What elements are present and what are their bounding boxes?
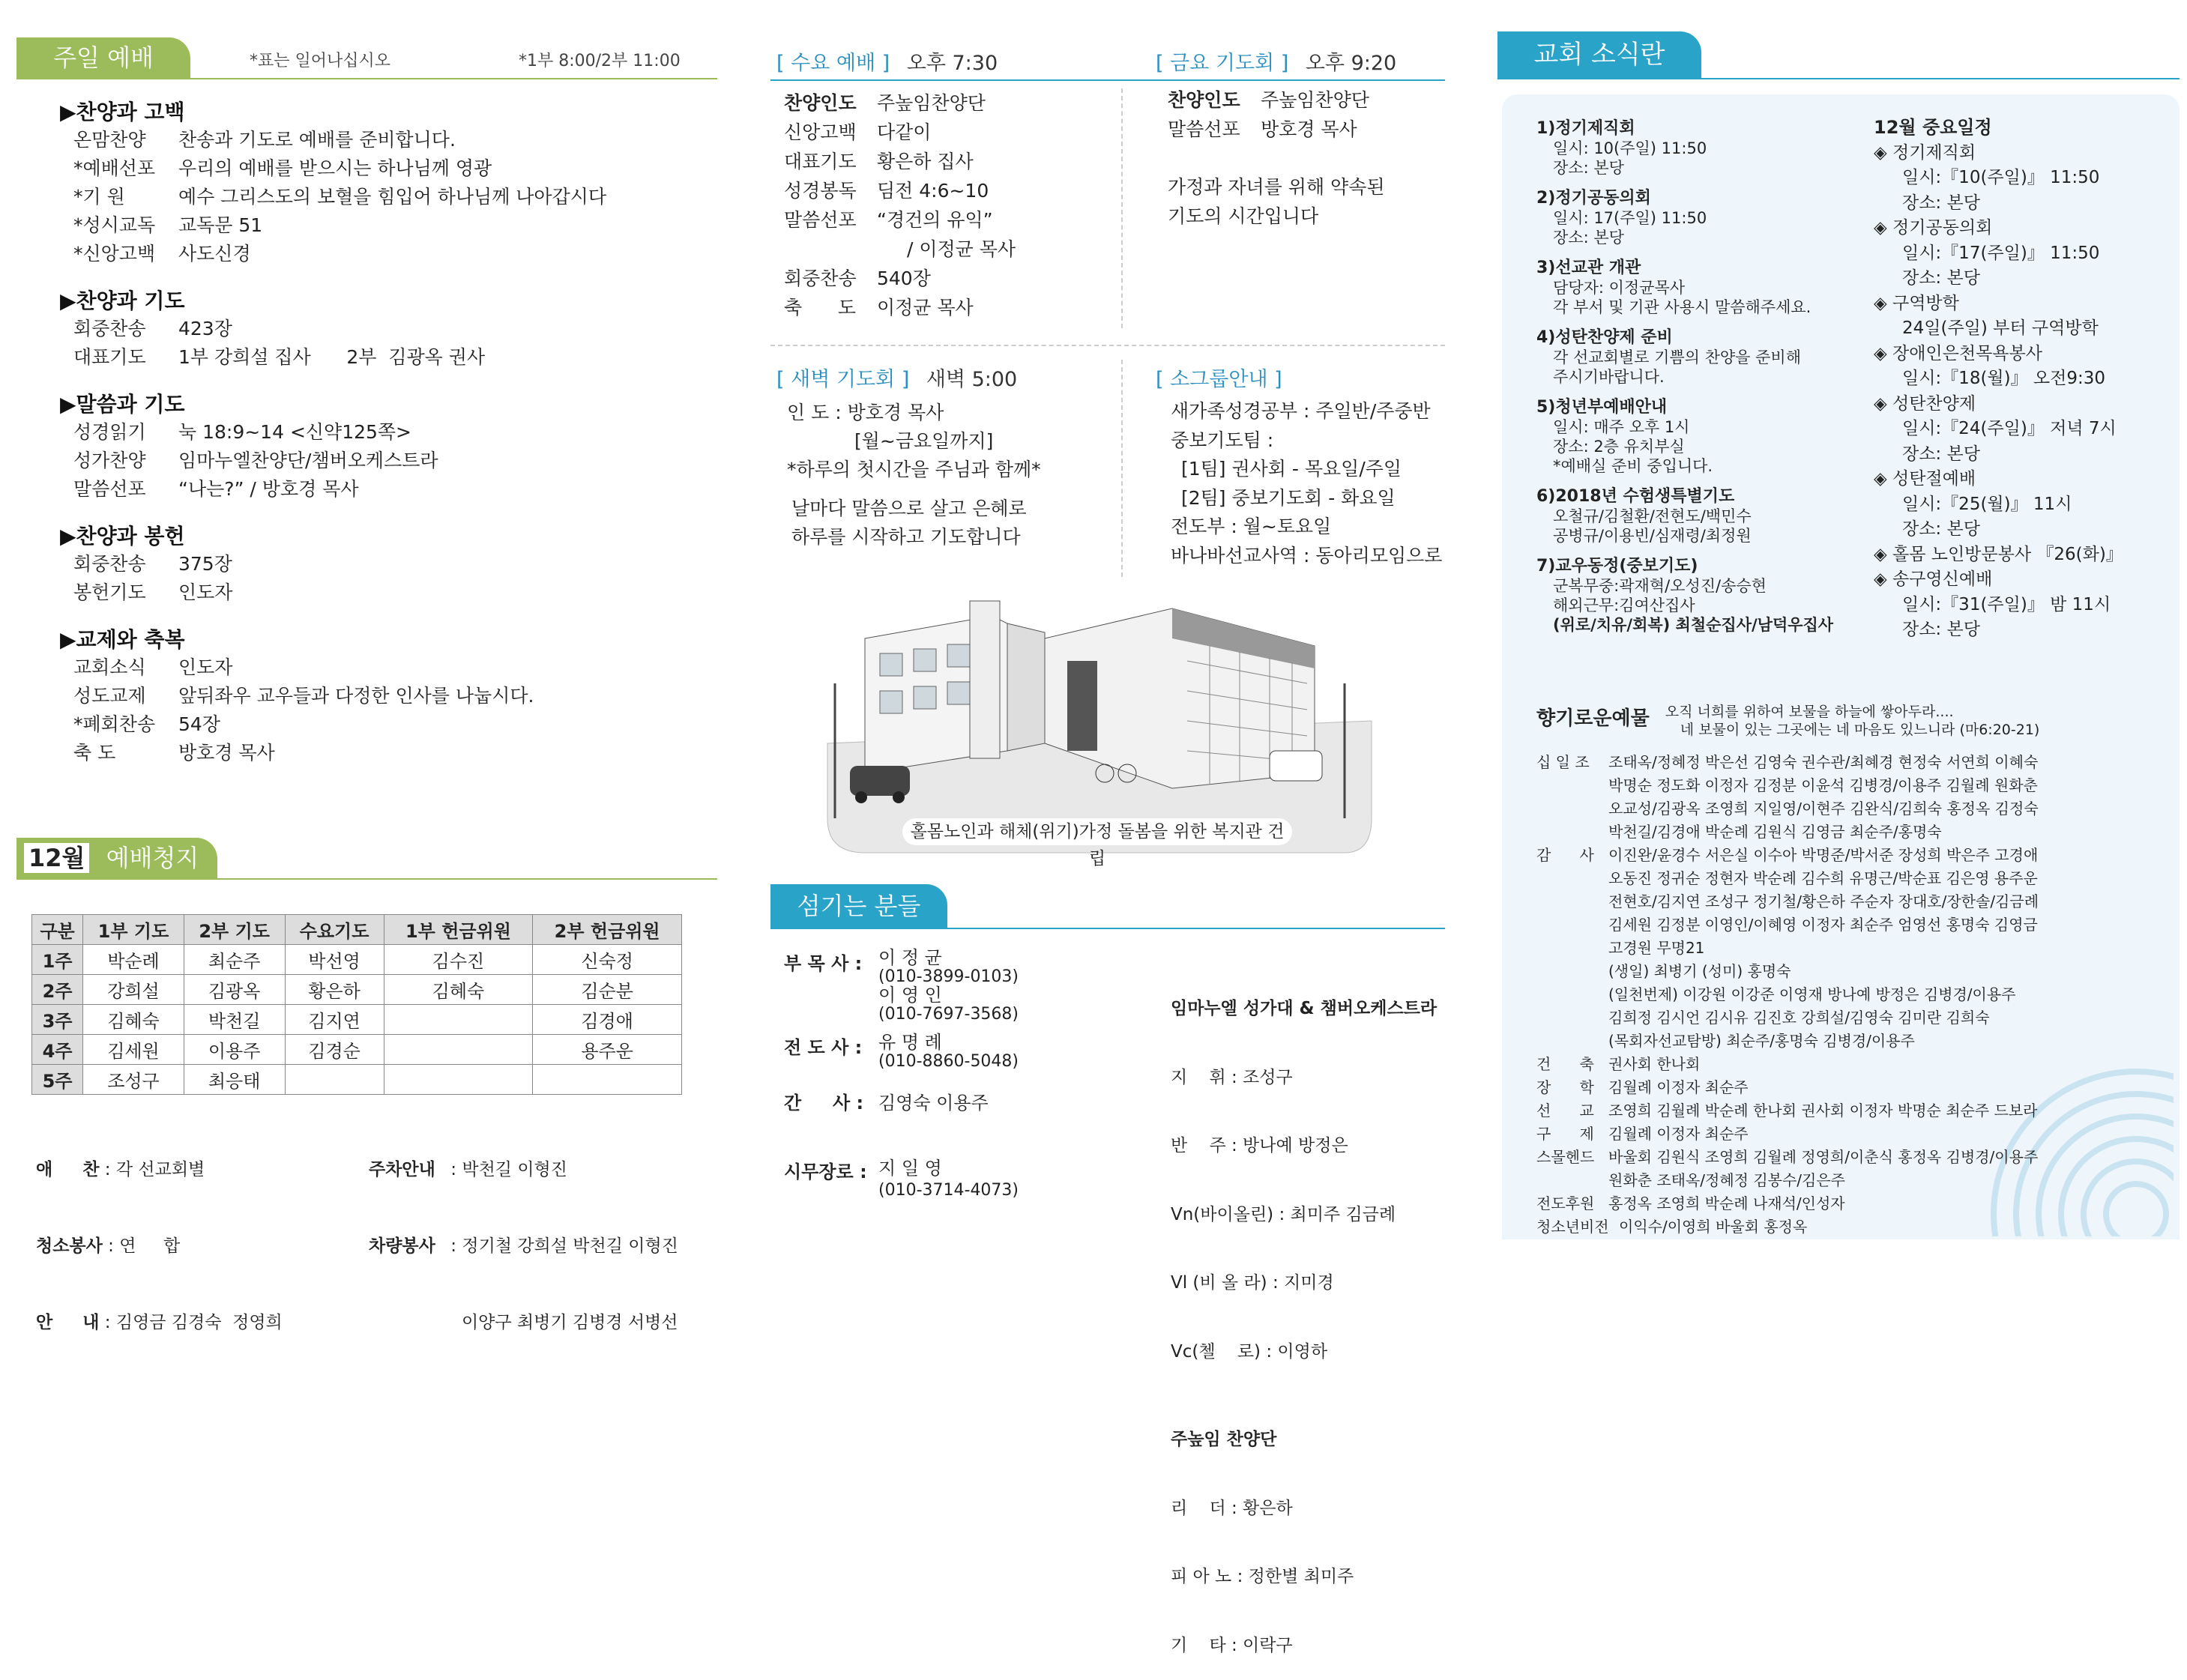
table-cell [533,1065,682,1095]
schedule-title: 12월 중요일정 [1874,117,1992,138]
schedule-detail: 장소: 본당 [1902,268,1980,288]
schedule-item: ◈ 정기제직회 [1874,142,1976,163]
duty-value: 연 합 [119,1236,181,1256]
offerings-list [1536,751,2039,1239]
offering-line: 오교성/김광옥 조영희 지일영/이현주 김완식/김희숙 홍정옥 김정숙 [1608,800,2039,818]
row-key: 신앙고백 [784,121,857,143]
table-header-row [32,915,682,945]
stewards-label: 예배청지기 [16,844,199,913]
choir-title: 임마누엘 성가대 & 챔버오케스트라 [1171,999,1438,1018]
section-title: ▶찬양과 고백 [60,100,185,124]
row-key: 성경봉독 [784,180,857,202]
row-key: 회중찬송 [784,268,857,289]
table-cell: 이용주 [184,1035,285,1065]
news-line: 일시: 10(주일) 11:50 [1553,139,1707,157]
duty-value: 각 선교회별 [115,1160,205,1179]
row-value: 1부 강희설 집사 2부 김광옥 권사 [178,346,486,368]
table-row [32,1005,682,1035]
schedule-detail: 장소: 본당 [1902,620,1980,639]
offering-line: 바울회 김원식 조영희 김월례 정영희/이춘식 홍정옥 김병경/이용주 [1608,1148,2039,1166]
schedule-detail: 일시:『17(주일)』 11:50 [1902,243,2100,263]
schedule-detail: 장소: 본당 [1902,444,1980,464]
staff-phone: (010-3714-4073) [878,1181,1019,1200]
offering-line: 김월례 이정자 최순주 [1608,1078,1749,1096]
group-title: [ 소그룹안내 ] [1156,368,1282,391]
table-cell: 김경순 [285,1035,384,1065]
offering-kind: 선 교 [1536,1102,1594,1120]
news-title: 1)정기제직회 [1536,119,1635,138]
standing-note: *표는 일어나십시오 [250,52,391,70]
row-value: 딤전 4:6~10 [877,180,989,202]
news-line: 장소: 2층 유치부실 [1553,438,1685,456]
row-value: 주높임찬양단 [1261,89,1369,111]
news-rule [1497,78,2180,79]
schedule-detail: 24일(주일) 부터 구역방학 [1902,318,2099,338]
fri-note-1: 가정과 자녀를 위해 약속된 [1168,176,1385,198]
duty-value: 박천길 이형진 [462,1160,567,1179]
news-line: 오철규/김철환/전현도/백민수 [1553,507,1752,525]
duty-key: 주차안내 [369,1160,435,1179]
wed-order [784,88,1016,322]
table-cell: 김혜숙 [384,975,533,1005]
staff-entry [784,1157,1019,1202]
offering-group [1536,1053,2039,1076]
schedule-item: ◈ 송구영신예배 [1874,569,1993,589]
row-value: 찬송과 기도로 예배를 준비합니다. [178,129,456,151]
row-value: 주높임찬양단 [877,92,986,114]
offering-group [1536,1099,2039,1122]
staff-entry [784,1088,1019,1157]
row-key: 성경읽기 [73,421,146,443]
staff-role: 전 도 사 : [784,1037,863,1058]
duty-key: 청소봉사 [36,1236,103,1256]
schedule-item: ◈ 구역방학 [1874,293,1959,313]
row-key: *예배선포 [73,157,156,179]
row-value: 예수 그리스도의 보혈을 힘입어 하나님께 나아갑시다 [178,186,607,208]
row-key: 대표기도 [73,346,146,368]
choir-list [1171,952,1437,1680]
row-key: 찬양인도 [784,92,857,114]
offering-kind: 건 축 [1536,1055,1594,1073]
dawn-title: [ 새벽 기도회 ] [776,368,910,391]
news-line: 각 부서 및 기관 사용시 말씀해주세요. [1553,298,1812,316]
table-cell: 최순주 [184,945,285,975]
table-cell [384,1035,533,1065]
offering-header [1536,703,2039,739]
news-line: 공병규/이용빈/심재령/최정원 [1553,527,1752,545]
table-header: 1부 헌금위원 [384,915,533,945]
offering-line: 고경원 무명21 [1608,939,1705,957]
staff-name: 유 명 례 [878,1032,942,1053]
staff-entry [784,1033,1019,1088]
table-cell: 4주 [32,1035,83,1065]
dawn-line: 하루를 시작하고 기도합니다 [791,526,1021,548]
table-cell: 김경애 [533,1005,682,1035]
offering-line: 조태옥/정혜정 박은선 김영숙 권수관/최혜경 현정숙 서연희 이혜숙 [1608,753,2039,771]
offering-line: 권사회 한나회 [1608,1055,1701,1073]
order-section [60,520,705,607]
staff-phone: (010-7697-3568) [878,1005,1019,1024]
row-key: 성도교제 [73,685,146,707]
offering-line: 김희정 김시언 김시유 김진호 강희설/김영숙 김미란 김희숙 [1608,1009,1990,1027]
choir-line: Vl (비 올 라) : 지미경 [1171,1273,1334,1293]
news-item [1536,118,1874,178]
row-value: 540장 [877,268,931,289]
row-value: 교독문 51 [178,214,263,236]
row-value: 눅 18:9~14 <신약125쪽> [178,421,412,443]
tab-label: 주일 예배 [53,43,154,72]
news-line: 일시: 17(주일) 11:50 [1553,209,1707,227]
table-cell: 황은하 [285,975,384,1005]
december-schedule [1874,115,2123,643]
order-section [60,96,705,268]
row-key: *기 원 [73,186,125,208]
staff-name: 지 일 영 [878,1158,942,1179]
staff-name: 이 영 인 [878,985,942,1006]
news-title: 7)교우동정(중보기도) [1536,557,1698,575]
section-title: ▶말씀과 기도 [60,392,185,417]
middle-vdivider-top [1121,88,1123,328]
dawn-line: [월~금요일까지] [854,430,994,452]
row-value: “경건의 유익” [877,209,993,231]
row-value: 임마누엘찬양단/챔버오케스트라 [178,450,438,471]
news-item [1536,327,1874,387]
dawn-title-row [776,363,1017,392]
offering-line: 김월례 이정자 최순주 [1608,1125,1749,1143]
section-rows [60,550,705,607]
staff-phone: (010-8860-5048) [878,1052,1019,1071]
duty-key: 애 찬 [36,1160,100,1179]
group-line: 전도부 : 월~토요일 [1171,516,1332,537]
news-list [1536,118,1874,635]
schedule-detail: 일시:『24(주일)』 저녁 7시 [1902,419,2117,438]
offering-line: 전현호/김지연 조성구 정기철/황은하 주순자 장대호/장한솔/김금례 [1608,892,2039,910]
middle-vdivider-mid [1121,360,1123,577]
duties-right: 주차안내 : 박천길 이형진 차량봉사 : 정기철 강희설 박천길 이형진 이양구 최병기 김병경 서병선 [369,1106,678,1361]
staff-role: 간 사 : [784,1093,864,1114]
wed-title-row [776,46,998,76]
offering-line: (생일) 최병기 (성미) 홍명숙 [1608,962,1791,980]
row-value: 다같이 [877,121,932,143]
row-value: / 이정균 목사 [907,238,1016,260]
news-line: 일시: 매주 오후 1시 [1553,418,1690,436]
servants-rule [770,928,1445,929]
month-badge: 12월 [24,843,89,873]
middle-hdivider [770,345,1445,346]
fri-title: [ 금요 기도회 ] [1156,52,1289,75]
row-value: 황은하 집사 [877,151,974,172]
table-cell: 1주 [32,945,83,975]
table-cell: 김세원 [83,1035,184,1065]
fri-order [1168,85,1385,231]
duty-value: 이양구 최병기 김병경 서병선 [461,1313,678,1332]
offering-line: 홍정옥 조영희 박순례 나재석/인성자 [1608,1194,1845,1212]
table-header: 1부 기도 [83,915,184,945]
table-cell: 김지연 [285,1005,384,1035]
row-value: 사도신경 [178,243,251,265]
table-cell: 신숙정 [533,945,682,975]
news-item [1536,486,1874,546]
choir-line: Vc(첼 로) : 이영하 [1171,1341,1328,1362]
order-section [60,285,705,372]
schedule-item: ◈ 홀몸 노인방문봉사 『26(화)』 [1874,544,2123,564]
duties-left: 애 찬 : 각 선교회별 청소봉사 : 연 합 안 내 : 김영금 김경숙 정영희 [36,1160,283,1332]
row-value: 방호경 목사 [1261,118,1357,140]
row-key: *폐회찬송 [73,713,156,735]
table-cell: 김광옥 [184,975,285,1005]
table-cell: 김혜숙 [83,1005,184,1035]
row-key: 온맘찬양 [73,129,146,151]
choir-line: 피 아 노 : 정한별 최미주 [1171,1567,1354,1586]
offering-group [1536,1146,2039,1192]
row-key: 축 도 [73,742,116,764]
table-header: 2부 헌금위원 [533,915,682,945]
choir-line: Vn(바이올린) : 최미주 김금례 [1171,1204,1396,1224]
news-line: 담당자: 이정균목사 [1553,279,1686,297]
row-key: 축 도 [784,297,856,318]
stewards-tab [16,838,217,913]
offering-kind: 감 사 [1536,846,1594,864]
section-title: ▶교제와 축복 [60,627,185,652]
offering-line: 박천길/김경애 박순례 김원식 김영금 최순주/홍명숙 [1608,823,1942,841]
offering-kind: 스몰헨드 [1536,1148,1595,1166]
offering-line: 조영희 김월례 박순례 한나회 권사회 이정자 박명순 최순주 드보라 [1608,1102,2038,1120]
section-rows [60,653,705,767]
schedule-detail: 장소: 본당 [1902,519,1980,539]
offering-group [1536,1076,2039,1099]
table-cell: 용주운 [533,1035,682,1065]
row-key: *성시교독 [73,214,156,236]
staff-name: 이 정 균 [878,947,942,968]
row-key: 회중찬송 [73,553,146,575]
schedule-item: ◈ 장애인은천목욕봉사 [1874,343,2042,363]
duty-value: 김영금 김경숙 정영희 [115,1313,283,1332]
choir-line: 반 주 : 방나예 방정은 [1171,1136,1348,1155]
choir-line: 지 휘 : 조성구 [1171,1067,1293,1087]
offering-line: 오동진 정귀순 정현자 박순례 김수희 유명근/박순표 김은영 용주운 [1608,869,2038,887]
staff-role: 부 목 사 : [784,953,863,974]
offering-line: 이진완/윤경수 서은실 이수아 박명준/박서준 장성희 박은주 고경애 [1608,846,2039,864]
table-cell: 김수진 [384,945,533,975]
table-row [32,975,682,1005]
news-title: 5)청년부예배안내 [1536,398,1668,417]
offering-group [1536,751,2039,844]
middle-top-rule [770,79,1445,81]
news-item [1536,258,1874,317]
row-value: 375장 [178,553,232,575]
table-cell: 박선영 [285,945,384,975]
offering-group [1536,844,2039,1053]
section-rows [60,126,705,268]
staff-name: 김영숙 이용주 [878,1093,989,1114]
duty-key: 차량봉사 [369,1236,435,1256]
group-line: [2팀] 중보기도회 - 화요일 [1181,486,1396,509]
table-header: 구분 [32,915,83,945]
choir-title: 주높임 찬양단 [1171,1430,1277,1449]
news-title: 2)정기공동의회 [1536,189,1651,208]
table-header: 수요기도 [285,915,384,945]
dawn-line: 날마다 말씀으로 살고 은혜로 [791,498,1027,519]
row-key: *신앙고백 [73,243,156,265]
servants-tab [770,884,947,928]
verse-line-1: 오직 너희를 위하여 보물을 하늘에 쌓아두라.... [1665,704,1954,720]
offering-kind: 전도후원 [1536,1194,1595,1212]
choir-line: 리 더 : 황은하 [1171,1498,1293,1518]
group-line: 바나바선교사역 : 동아리모임으로 [1171,544,1443,566]
row-value: “나는?” / 방호경 목사 [178,478,359,500]
order-section [60,623,705,767]
offering-kind: 십 일 조 [1536,753,1590,771]
sunday-service-tab [16,37,190,78]
offering-line: 원화춘 조태옥/정혜정 김봉수/김은주 [1608,1171,1845,1189]
section-title: ▶찬양과 기도 [60,288,185,313]
news-line: 주시기바랍니다. [1553,368,1665,386]
offering-line: 박명순 정도화 이정자 김정분 이윤석 김병경/이용주 김월례 원화춘 [1608,776,2038,794]
table-row [32,1065,682,1095]
row-value: 423장 [178,318,232,339]
table-cell: 박천길 [184,1005,285,1035]
offering-group [1536,1122,2039,1146]
news-line: 장소: 본당 [1553,229,1624,247]
offering-kind: 장 학 [1536,1078,1594,1096]
fri-note-2: 기도의 시간입니다 [1168,205,1319,227]
offering-kind: 구 제 [1536,1125,1594,1143]
group-line: 중보기도팀 : [1171,429,1274,451]
group-line: [1팀] 권사회 - 목요일/주일 [1181,458,1402,480]
order-section [60,388,705,504]
schedule-item: ◈ 성탄절예배 [1874,469,1976,489]
row-value: 인도자 [178,581,233,603]
news-tab [1497,31,1701,78]
news-line: *예배실 준비 중입니다. [1553,457,1713,475]
row-key: 말씀선포 [73,478,146,500]
row-value: 방호경 목사 [178,742,275,764]
dawn-time: 새벽 5:00 [926,368,1018,391]
stewards-table [31,914,682,1095]
group-line: 새가족성경공부 : 주일반/주중반 [1171,400,1431,422]
schedule-detail: 일시:『31(주일)』 밤 11시 [1902,594,2111,614]
row-key: 말씀선포 [784,209,857,231]
offering-line: 이익수/이영희 바울회 홍정옥 [1619,1218,1808,1236]
news-title: 4)성탄찬양제 준비 [1536,328,1673,347]
building-illustration [820,593,1379,868]
duty-key: 안 내 [36,1313,100,1332]
table-cell: 김순분 [533,975,682,1005]
offering-line: 김세원 김정분 이영인/이혜영 이정자 최순주 엄영선 홍명숙 김영금 [1608,916,2038,934]
table-header: 2부 기도 [184,915,285,945]
choir-line: 기 타 : 이락구 [1171,1635,1293,1655]
news-item [1536,397,1874,476]
news-line: (위로/치유/회복) 최철순집사/남덕우집사 [1553,616,1834,634]
schedule-detail: 일시:『25(월)』 11시 [1902,494,2072,514]
news-line: 해외근무:김여산집사 [1553,596,1695,614]
staff-list [784,949,1019,1202]
row-key: 봉헌기도 [73,581,146,603]
news-line: 군복무중:곽재혁/오성진/송승현 [1553,577,1767,595]
table-cell: 최응태 [184,1065,285,1095]
news-title: 6)2018년 수험생특별기도 [1536,487,1735,506]
duty-value: 정기철 강희설 박천길 이형진 [462,1236,678,1256]
section-rows [60,315,705,372]
news-item [1536,188,1874,247]
table-cell: 강희설 [83,975,184,1005]
row-key: 교회소식 [73,656,146,678]
section-title: ▶찬양과 봉헌 [60,524,185,549]
table-cell [384,1065,533,1095]
staff-role: 시무장로 : [784,1161,867,1182]
fri-time: 오후 9:20 [1305,52,1397,75]
row-key: 회중찬송 [73,318,146,339]
offering-group [1536,1215,2039,1239]
section-rows [60,418,705,504]
stewards-rule [16,878,717,880]
group-lines [1171,397,1442,570]
offering-kind: 청소년비전 [1536,1218,1609,1236]
header-rule [16,78,717,79]
row-key: 성가찬양 [73,450,146,471]
row-value: 이정균 목사 [877,297,974,318]
row-value: 앞뒤좌우 교우들과 다정한 인사를 나눕시다. [178,685,534,707]
news-line: 장소: 본당 [1553,159,1624,177]
table-cell: 3주 [32,1005,83,1035]
offering-line: (목회자선교탐방) 최순주/홍명숙 김병경/이용주 [1608,1032,1915,1050]
table-cell: 2주 [32,975,83,1005]
row-value: 인도자 [178,656,233,678]
staff-entry [784,949,1019,1033]
building-caption: 홀몸노인과 해체(위기)가정 돌봄을 위한 복지관 건립 [902,818,1292,845]
row-key: 말씀선포 [1168,118,1240,140]
table-cell: 박순례 [83,945,184,975]
staff-phone: (010-3899-0103) [878,967,1019,986]
wed-title: [ 수요 예배 ] [776,52,890,75]
offering-line: (일천번제) 이강원 이강준 이영재 방나예 방정은 김병경/이용주 [1608,985,2016,1003]
verse-line-2: 네 보물이 있는 그곳에는 네 마음도 있느니라 (마6:20-21) [1680,722,2040,738]
wed-time: 오후 7:30 [906,52,998,75]
table-row [32,1035,682,1065]
table-cell: 5주 [32,1065,83,1095]
dawn-lines [787,399,1041,552]
table-row [32,945,682,975]
table-cell [384,1005,533,1035]
sunday-order [60,96,705,767]
offering-title: 향기로운예물 [1536,707,1650,730]
schedule-item: ◈ 성탄찬양제 [1874,393,1976,414]
dawn-line: 인 도 : 방호경 목사 [787,402,944,423]
news-title: 3)선교관 개관 [1536,259,1641,277]
row-value: 우리의 예배를 받으시는 하나님께 영광 [178,157,492,179]
row-value: 54장 [178,713,220,735]
service-times-note: *1부 8:00/2부 11:00 [519,52,681,70]
news-tab-label: 교회 소식란 [1533,40,1665,70]
news-line: 각 선교회별로 기쁨의 찬양을 준비해 [1553,348,1801,366]
offering-group [1536,1192,2039,1215]
fri-title-row [1156,46,1396,76]
row-key: 찬양인도 [1168,89,1240,111]
news-item [1536,556,1874,635]
schedule-item: ◈ 정기공동의회 [1874,218,1993,238]
schedule-detail: 일시:『10(주일)』 11:50 [1902,168,2100,187]
servants-tab-label: 섬기는 분들 [797,892,921,920]
schedule-detail: 일시:『18(월)』 오전9:30 [1902,369,2106,388]
table-cell: 조성구 [83,1065,184,1095]
schedule-detail: 장소: 본당 [1902,193,1980,213]
table-cell [285,1065,384,1095]
row-key: 대표기도 [784,151,857,172]
dawn-line: *하루의 첫시간을 주님과 함께* [787,459,1041,480]
